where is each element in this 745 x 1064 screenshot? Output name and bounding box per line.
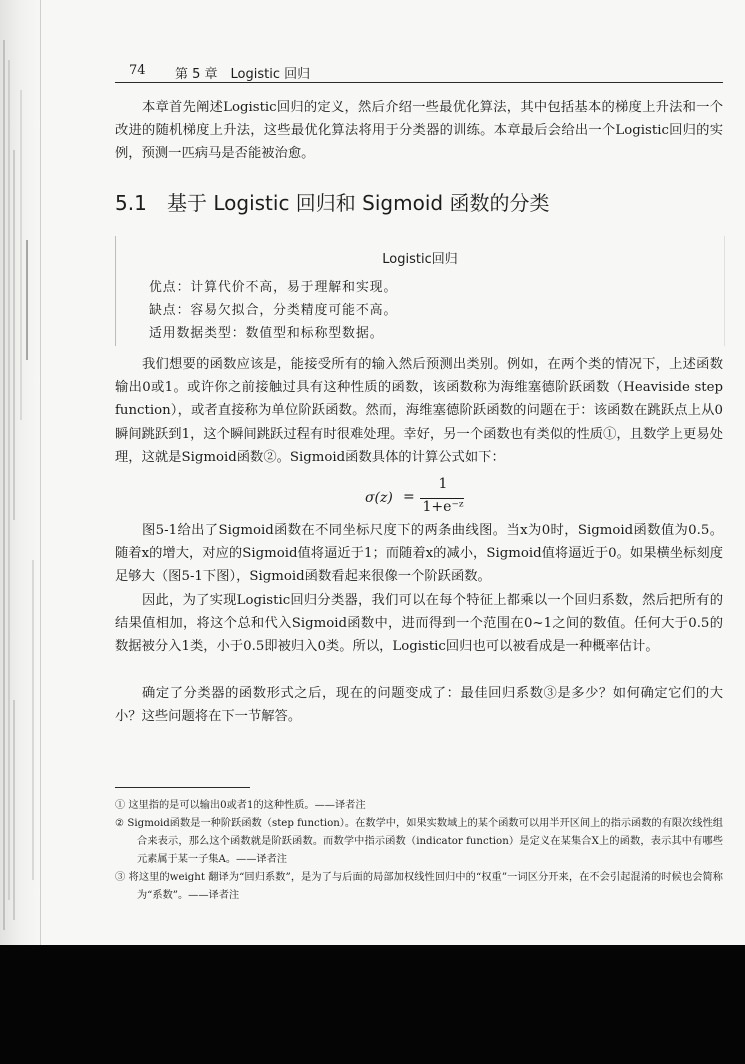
- binding-edge-marks: [0, 0, 40, 945]
- body-paragraph-3: 因此，为了实现Logistic回归分类器，我们可以在每个特征上都乘以一个回归系数，然后把所有的结果值相加，将这个总和代入Sigmoid函数中，进而得到一个范围在0~1之间的数值。任何大于0.5的数据被分入1类，小于0.5即被归入0类。所以，Logistic回归也可以被看成是一种概率估计。: [115, 593, 723, 655]
- summary-data-types: 适用数据类型：数值型和标称型数据。: [149, 326, 384, 341]
- section-heading: [115, 187, 723, 216]
- footnote-1: ① 这里指的是可以输出0或者1的这种性质。——译者注: [115, 800, 366, 811]
- scan-background: [0, 945, 745, 1064]
- sigmoid-formula: [365, 478, 495, 522]
- section-title: 基于 Logistic 回归和 Sigmoid 函数的分类: [167, 191, 550, 215]
- footnote-3: ③ 将这里的weight 翻译为“回归系数”，是为了与后面的局部加权线性回归中的“权重”一词区分开来，在不会引起混淆的时候也会简称为“系数”。——译者注: [115, 872, 723, 901]
- formula-numerator: 1: [438, 476, 448, 492]
- summary-box: [115, 236, 725, 346]
- formula-lhs: σ(z): [365, 490, 393, 506]
- body-paragraph-4: 确定了分类器的函数形式之后，现在的问题变成了：最佳回归系数③是多少？如何确定它们的大小？这些问题将在下一节解答。: [115, 686, 723, 725]
- intro-paragraph: 本章首先阐述Logistic回归的定义，然后介绍一些最优化算法，其中包括基本的梯度上升法和一个改进的随机梯度上升法，这些最优化算法将用于分类器的训练。本章最后会给出一个Logistic回归的实例，预测一匹病马是否能被治愈。: [115, 100, 723, 162]
- summary-pros: 优点：计算代价不高，易于理解和实现。: [149, 280, 398, 295]
- summary-cons: 缺点：容易欠拟合，分类精度可能不高。: [149, 303, 398, 318]
- footnote-rule: [115, 787, 250, 788]
- formula-equals: =: [403, 489, 415, 505]
- formula-denominator: 1+e⁻ᶻ: [422, 499, 464, 515]
- body-paragraph-1: 我们想要的函数应该是，能接受所有的输入然后预测出类别。例如，在两个类的情况下，上述函数输出0或1。或许你之前接触过具有这种性质的函数，该函数称为海维塞德阶跃函数（Heaviside step function），或者直接称为单位阶跃函数。然而，海维塞德阶跃函数的问题在于：该函数在跳跃点上从0瞬间跳跃到1，这个瞬间跳跃过程有时很难处理。幸好，另一个函数也有类似的性质①，且数学上更易处理，这就是Sigmoid函数②。Sigmoid函数具体的计算公式如下：: [115, 357, 723, 465]
- footnote-2: ② Sigmoid函数是一种阶跃函数（step function）。在数学中，如果实数域上的某个函数可以用半开区间上的指示函数的有限次线性组合来表示，那么这个函数就是阶跃函数。而数学中指示函数（indicator function）是定义在某集合X上的函数，表示其中有哪些元素属于某一子集A。——译者注: [115, 818, 723, 865]
- chapter-title: 第 5 章 Logistic 回归: [175, 67, 311, 82]
- section-number: 5.1: [115, 191, 147, 215]
- body-paragraph-2: 图5-1给出了Sigmoid函数在不同坐标尺度下的两条曲线图。当x为0时，Sigmoid函数值为0.5。随着x的增大，对应的Sigmoid值将逼近于1；而随着x的减小，Sigmoid值将逼近于0。如果横坐标刻度足够大（图5-1下图），Sigmoid函数看起来很像一个阶跃函数。: [115, 523, 723, 585]
- page-number: 74: [129, 63, 146, 78]
- running-header: [115, 60, 723, 83]
- summary-box-title: Logistic回归: [382, 252, 458, 267]
